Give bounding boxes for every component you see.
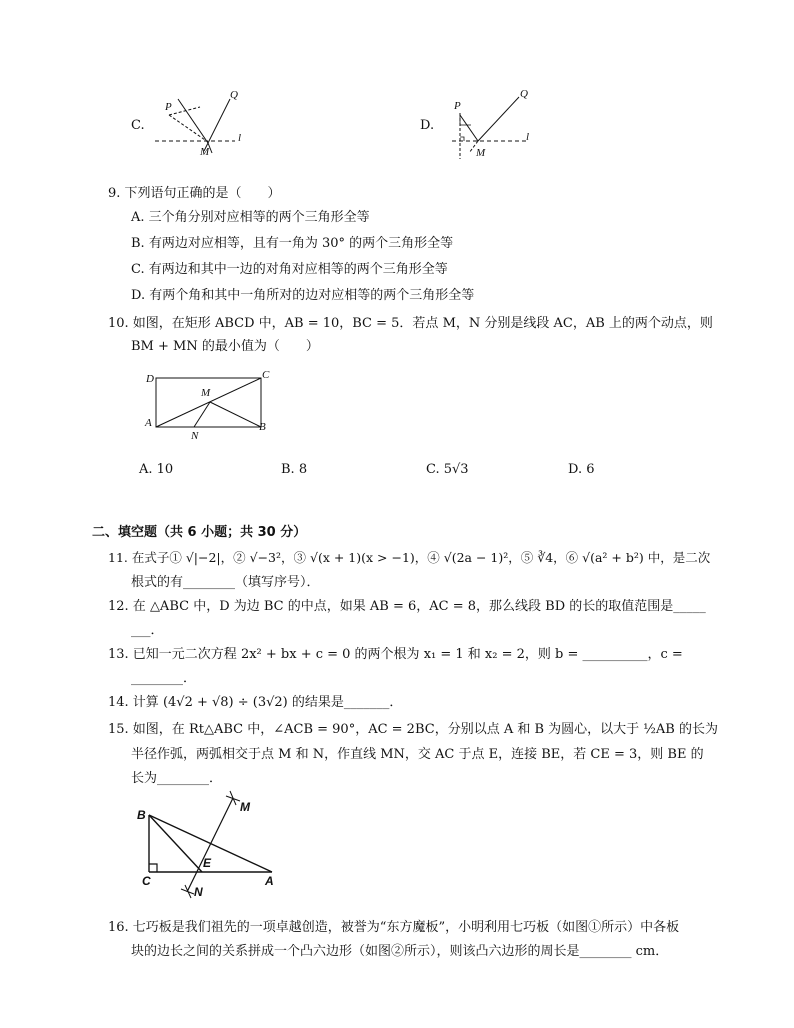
q8-figure-d	[444, 85, 544, 160]
fig8d-label-p: P	[454, 100, 461, 112]
fig10-label-b: B	[259, 421, 266, 433]
q8-figure-c	[150, 85, 260, 160]
q16-line1: 16. 七巧板是我们祖先的一项卓越创造，被誉为“东方魔板”，小明利用七巧板（如图①所示）中各板	[108, 920, 680, 935]
fig15-label-a: A	[265, 874, 274, 888]
fig8c-label-m: M	[200, 146, 210, 158]
fig8c-label-q: Q	[230, 89, 238, 101]
section-2-title: 二、填空题（共 6 小题；共 30 分）	[92, 525, 307, 540]
q15-line2: 半径作弧，两弧相交于点 M 和 N，作直线 MN，交 AC 于点 E，连接 BE，若 CE = 3，则 BE 的	[131, 747, 704, 762]
q15-line3: 长为________．	[131, 771, 223, 786]
q8-option-c-label: C.	[131, 118, 145, 133]
q15-figure-triangle	[130, 788, 290, 903]
fig10-label-a: A	[145, 417, 152, 429]
q10-option-a: A. 10	[139, 462, 174, 477]
q10-option-c: C. 5√3	[426, 462, 469, 477]
q10-stem-line1: 10. 如图，在矩形 ABCD 中，AB = 10，BC = 5．若点 M，N 分别是线段 AC，AB 上的两个动点，则	[108, 316, 713, 331]
q9-option-b: B. 有两边对应相等，且有一角为 30° 的两个三角形全等	[131, 236, 454, 251]
fig8d-label-l: l	[526, 131, 530, 143]
q9-option-a: A. 三个角分别对应相等的两个三角形全等	[131, 210, 370, 225]
fig8d-label-m: M	[476, 147, 486, 159]
q10-option-d: D. 6	[568, 462, 595, 477]
q12-line2: ___．	[131, 623, 164, 638]
fig15-label-n: N	[194, 885, 203, 899]
q9-option-d: D. 有两个角和其中一角所对的边对应相等的两个三角形全等	[131, 288, 475, 303]
q13-line1: 13. 已知一元二次方程 2x² + bx + c = 0 的两个根为 x₁ = 1 和 x₂ = 2，则 b = __________，c =	[108, 647, 683, 662]
q9-option-c: C. 有两边和其中一边的对角对应相等的两个三角形全等	[131, 262, 448, 277]
q10-stem-line2: BM + MN 的最小值为（ ）	[131, 339, 319, 354]
q14-line1: 14. 计算 (4√2 + √8) ÷ (3√2) 的结果是_______．	[108, 695, 403, 710]
q9-stem: 9. 下列语句正确的是（ ）	[108, 186, 281, 201]
fig15-label-b: B	[137, 808, 146, 822]
q10-option-b: B. 8	[281, 462, 308, 477]
fig10-label-n: N	[191, 430, 199, 442]
fig8c-label-p: P	[165, 101, 172, 113]
q8-option-d-label: D.	[420, 118, 435, 133]
fig10-label-d: D	[146, 373, 154, 385]
fig8c-label-l: l	[238, 132, 242, 144]
q15-line1: 15. 如图，在 Rt△ABC 中，∠ACB = 90°，AC = 2BC，分别以点 A 和 B 为圆心，以大于 ½AB 的长为	[108, 722, 718, 737]
fig15-label-e: E	[203, 856, 212, 870]
fig8d-label-q: Q	[520, 88, 528, 100]
fig10-label-c: C	[262, 369, 270, 381]
q10-figure-rectangle	[140, 365, 280, 445]
fig15-label-c: C	[142, 874, 151, 888]
q11-line1: 11. 在式子① √|−2|，② √−3²，③ √(x + 1)(x > −1)，④ √(2a − 1)²，⑤ ∛4，⑥ √(a² + b²) 中，是二次	[108, 550, 711, 565]
fig10-label-m: M	[201, 387, 211, 399]
q12-line1: 12. 在 △ABC 中，D 为边 BC 的中点，如果 AB = 6，AC = 8，那么线段 BD 的长的取值范围是_____	[108, 599, 706, 614]
q13-line2: ________．	[131, 671, 197, 686]
fig15-label-m: M	[240, 800, 250, 814]
q11-line2: 根式的有________（填写序号）．	[131, 575, 320, 590]
q16-line2: 块的边长之间的关系拼成一个凸六边形（如图②所示），则该凸六边形的周长是________ cm．	[131, 944, 669, 959]
